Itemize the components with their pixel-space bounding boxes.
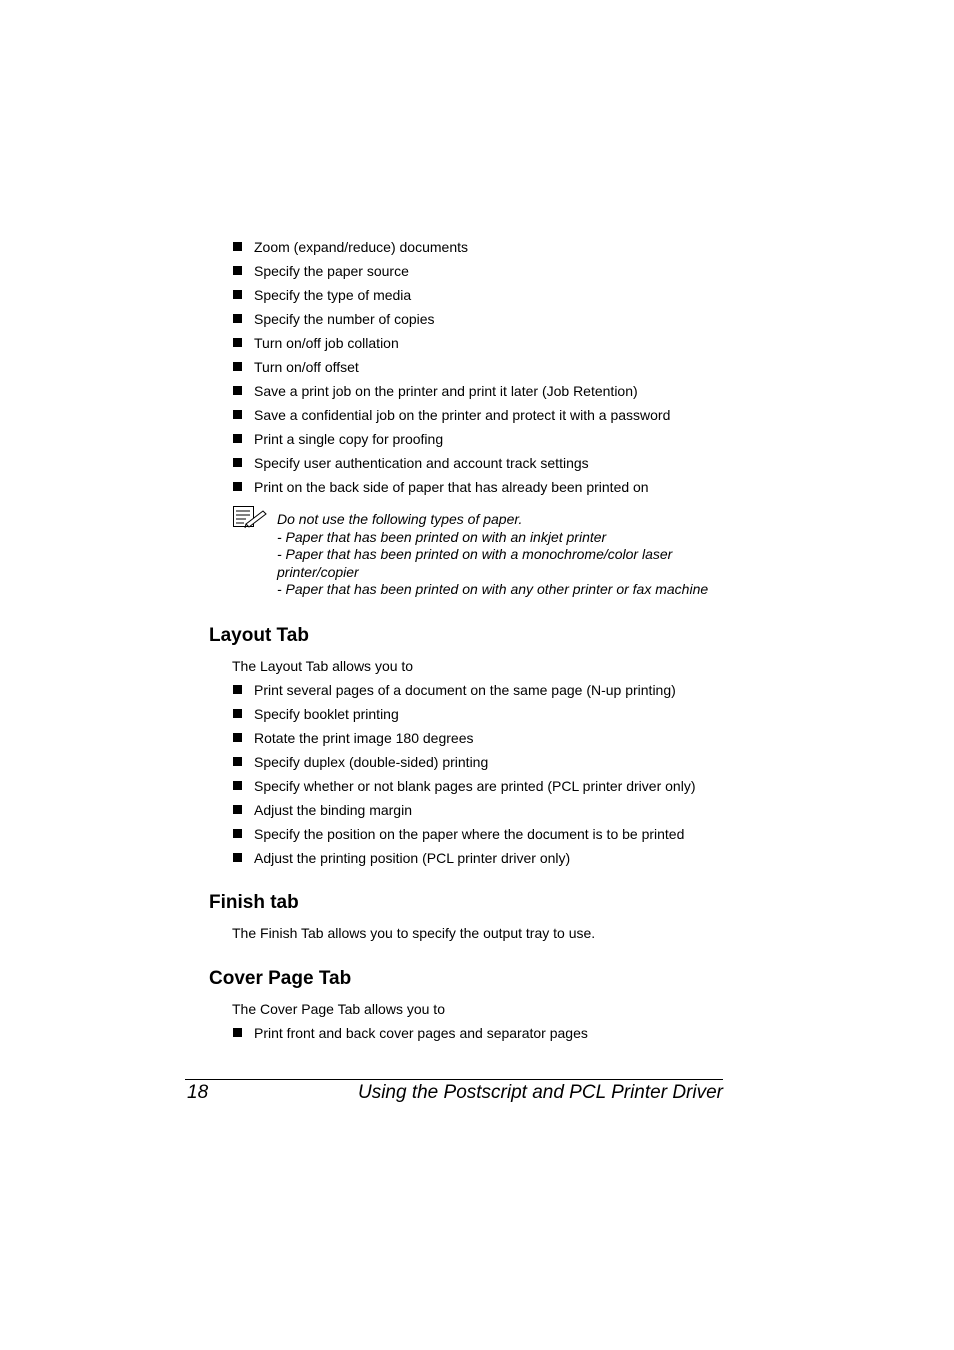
square-bullet-icon [233,829,242,838]
list-item: Specify booklet printing [232,706,695,730]
square-bullet-icon [233,386,242,395]
note-pad-pencil-icon [232,505,268,529]
list-item: Specify whether or not blank pages are printed (PCL printer driver only) [232,778,695,802]
list-item: Print several pages of a document on the same page (N-up printing) [232,682,695,706]
page-number: 18 [187,1082,209,1103]
cover-page-tab-intro: The Cover Page Tab allows you to [232,1001,445,1017]
square-bullet-icon [233,458,242,467]
note-line: - Paper that has been printed on with any other printer or fax machine [277,581,709,598]
list-item: Specify the position on the paper where the document is to be printed [232,826,695,850]
square-bullet-icon [233,853,242,862]
list-item: Adjust the printing position (PCL printer driver only) [232,850,695,874]
note-line: - Paper that has been printed on with a monochrome/color laser [277,546,673,563]
list-item: Save a confidential job on the printer and protect it with a password [232,407,670,431]
layout-tab-heading: Layout Tab [209,625,309,646]
list-item: Print a single copy for proofing [232,431,670,455]
cover-page-tab-bullet-list [232,1025,588,1049]
list-item: Specify user authentication and account track settings [232,455,670,479]
layout-tab-bullet-list [232,682,695,874]
list-item: Adjust the binding margin [232,802,695,826]
footer-title: Using the Postscript and PCL Printer Driver [357,1082,723,1103]
finish-tab-intro: The Finish Tab allows you to specify the output tray to use. [232,925,596,941]
square-bullet-icon [233,757,242,766]
list-item: Specify the paper source [232,263,670,287]
footer-divider [185,1079,723,1080]
note-line: - Paper that has been printed on with an inkjet printer [277,528,607,545]
square-bullet-icon [233,290,242,299]
square-bullet-icon [233,434,242,443]
list-item: Print on the back side of paper that has already been printed on [232,479,670,503]
note-text [277,511,708,599]
list-item: Rotate the print image 180 degrees [232,730,695,754]
list-item: Turn on/off job collation [232,335,670,359]
layout-tab-intro: The Layout Tab allows you to [232,658,414,674]
note-line: Do not use the following types of paper. [277,511,523,527]
square-bullet-icon [233,410,242,419]
cover-page-tab-heading: Cover Page Tab [209,968,352,989]
square-bullet-icon [233,338,242,347]
note-line: printer/copier [277,563,359,580]
top-bullet-list [232,239,670,503]
square-bullet-icon [233,781,242,790]
list-item: Zoom (expand/reduce) documents [232,239,670,263]
square-bullet-icon [233,733,242,742]
list-item: Specify the type of media [232,287,670,311]
list-item: Print front and back cover pages and separator pages [232,1025,588,1049]
square-bullet-icon [233,709,242,718]
square-bullet-icon [233,805,242,814]
list-item: Specify duplex (double-sided) printing [232,754,695,778]
list-item: Specify the number of copies [232,311,670,335]
square-bullet-icon [233,314,242,323]
square-bullet-icon [233,242,242,251]
square-bullet-icon [233,482,242,491]
list-item: Save a print job on the printer and print it later (Job Retention) [232,383,670,407]
finish-tab-heading: Finish tab [209,892,299,913]
square-bullet-icon [233,685,242,694]
list-item: Turn on/off offset [232,359,670,383]
square-bullet-icon [233,266,242,275]
square-bullet-icon [233,362,242,371]
square-bullet-icon [233,1028,242,1037]
